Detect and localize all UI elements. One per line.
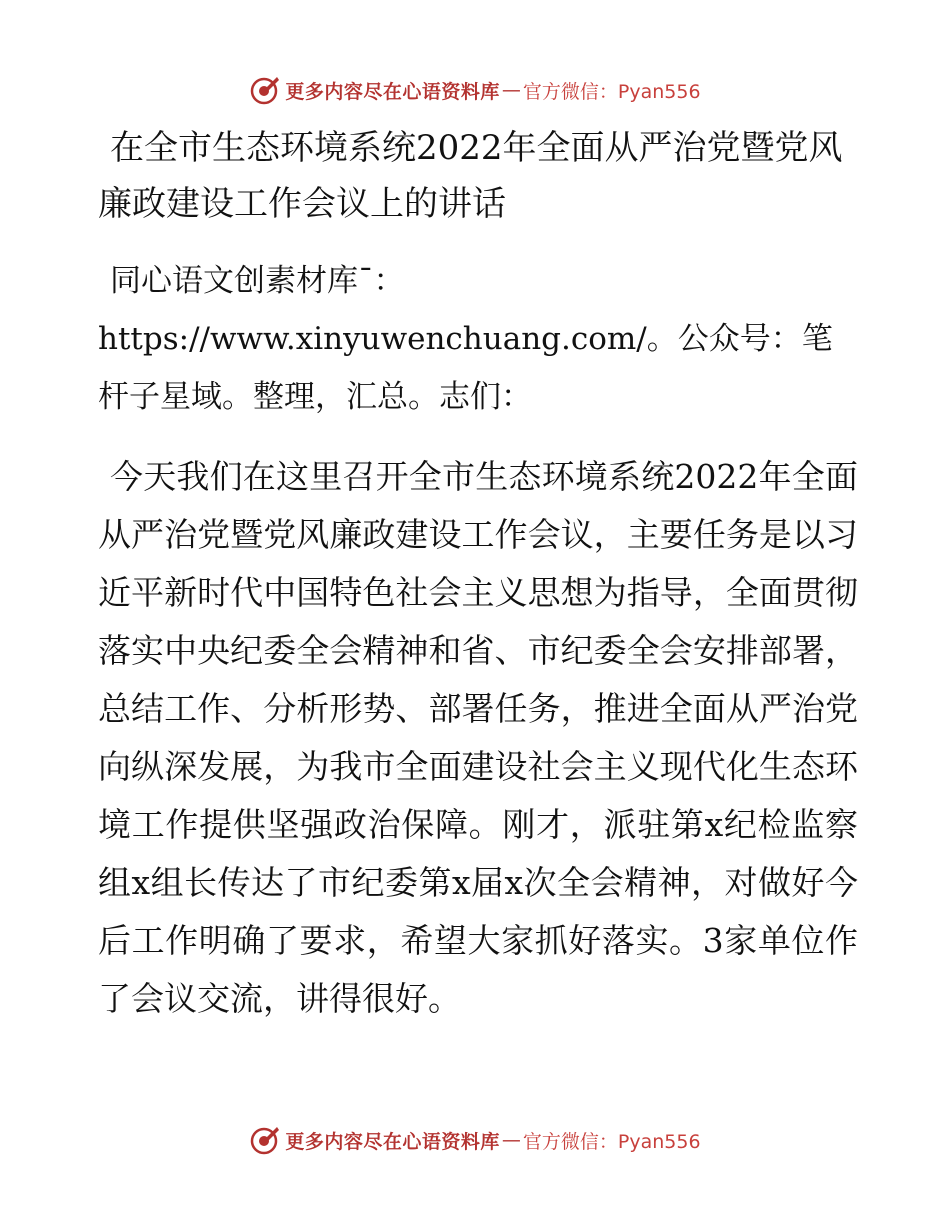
header-banner [0, 70, 950, 110]
banner-wechat-id: 官方微信：Pyan556 [522, 80, 701, 103]
banner-slogan: 更多内容尽在心语资料库 [285, 1130, 500, 1153]
banner-separator: — [501, 1129, 521, 1151]
document-title: 在全市生态环境系统2022年全面从严治党暨党风廉政建设工作会议上的讲话 [98, 128, 843, 224]
source-line: 同心语文创素材库¯：https://www.xinyuwenchuang.com/。公众号：笔杆子星域。整理，汇总。志们： [98, 263, 833, 415]
banner-wechat-id: 官方微信：Pyan556 [522, 1130, 701, 1153]
footer-banner [0, 1120, 950, 1160]
banner-slogan: 更多内容尽在心语资料库 [285, 80, 500, 103]
paragraph: 今天我们在这里召开全市生态环境系统2022年全面从严治党暨党风廉政建设工作会议，主要任务是以习近平新时代中国特色社会主义思想为指导，全面贯彻落实中央纪委全会精神和省、市纪委全会安排部署，总结工作、分析形势、部署任务，推进全面从严治党向纵深发展，为我市全面建设社会主义现代化生态环境工作提供坚强政治保障。刚才，派驻第x纪检监察组x组长传达了市纪委第x届x次全会精神，对做好今后工作明确了要求，希望大家抓好落实。3家单位作了会议交流，讲得很好。 [98, 457, 858, 1018]
quill-logo-icon [249, 74, 281, 106]
document-body [98, 120, 858, 1028]
quill-logo-icon [249, 1124, 281, 1156]
banner-separator: — [501, 79, 521, 101]
